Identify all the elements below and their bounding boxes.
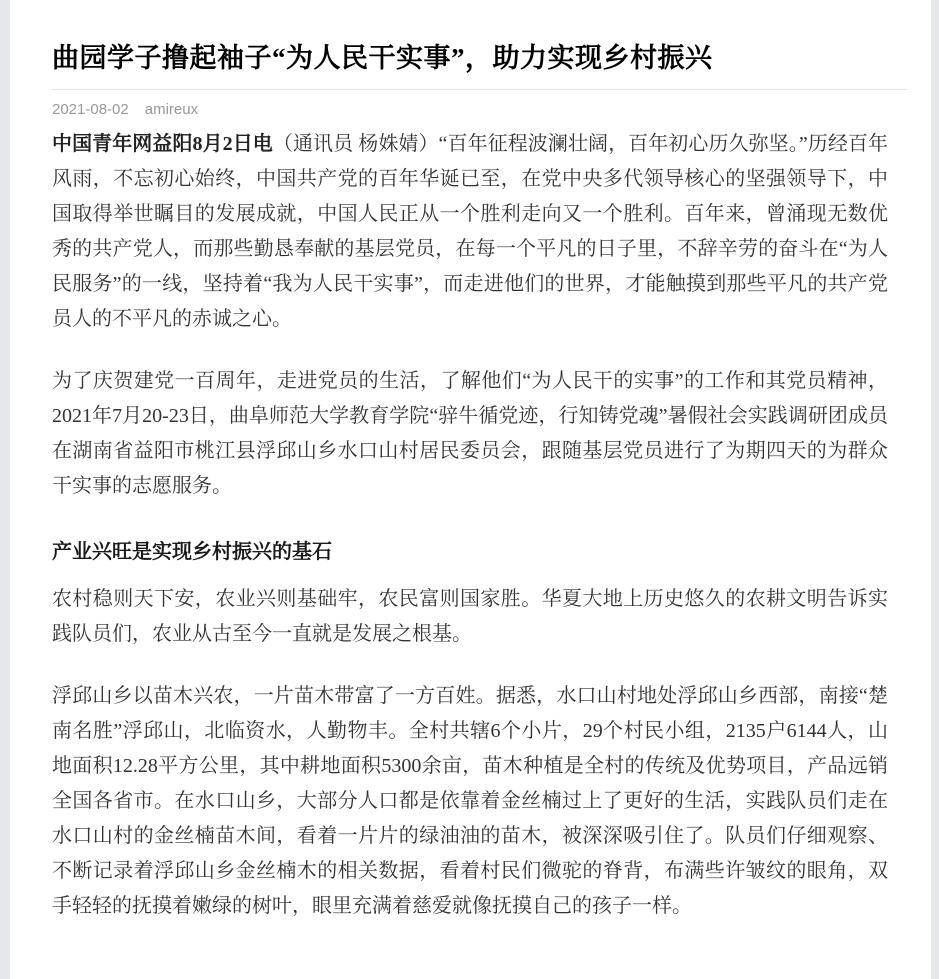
article-meta — [52, 102, 888, 117]
article-card — [10, 0, 931, 979]
paragraph-intro-text: （通讯员 杨姝婧）“百年征程波澜壮阔，百年初心历久弥坚。”历经百年风雨，不忘初心始终，中国共产党的百年华诞已至，在党中央多代领导核心的坚强领导下，中国取得举世瞩目的发展成就，中国人民正从一个胜利走向又一个胜利。百年来，曾涌现无数优秀的共产党人，而那些勤恳奉献的基层党员，在每一个平凡的日子里，不辞辛劳的奋斗在“为人民服务”的一线，坚持着“我为人民干实事”，而走进他们的世界，才能触摸到那些平凡的共产党员人的不平凡的赤诚之心。 — [52, 133, 888, 330]
section-heading-industry: 产业兴旺是实现乡村振兴的基石 — [52, 541, 332, 563]
paragraph-agriculture: 农村稳则天下安，农业兴则基础牢，农民富则国家胜。华夏大地上历史悠久的农耕文明告诉实践队员们，农业从古至今一直就是发展之根基。 — [52, 588, 888, 645]
publish-date: 2021-08-02 — [52, 101, 129, 118]
paragraph-village-detail: 浮邱山乡以苗木兴农，一片苗木带富了一方百姓。据悉，水口山村地处浮邱山乡西部，南接“楚南名胜”浮邱山，北临资水，人勤物丰。全村共辖6个小片，29个村民小组，2135户6144人，山地面积12.28平方公里，其中耕地面积5300余亩，苗木种植是全村的传统及优势项目，产品远销全国各省市。在水口山乡，大部分人口都是依靠着金丝楠过上了更好的生活，实践队员们走在水口山村的金丝楠苗木间，看着一片片的绿油油的苗木，被深深吸引住了。队员们仔细观察、不断记录着浮邱山乡金丝楠木的相关数据，看着村民们微驼的脊背，布满些许皱纹的眼角，双手轻轻的抚摸着嫩绿的树叶，眼里充满着慈爱就像抚摸自己的孩子一样。 — [52, 685, 888, 917]
article-title — [52, 40, 888, 76]
title-text-emphasis: 人民 — [313, 43, 369, 73]
paragraph-activity: 为了庆贺建党一百周年，走进党员的生活，了解他们“为人民干的实事”的工作和其党员精神，2021年7月20-23日，曲阜师范大学教育学院“骍牛循党迹，行知铸党魂”暑假社会实践调研团成员在湖南省益阳市桃江县浮邱山乡水口山村居民委员会，跟随基层党员进行了为期四天的为群众干实事的志愿服务。 — [52, 370, 888, 497]
title-text-pre: 曲园学子撸起袖子“为 — [52, 43, 314, 73]
author-name: amireux — [144, 101, 199, 118]
title-divider — [52, 89, 907, 90]
title-text-post: 干实事”，助力实现乡村振兴 — [368, 43, 713, 73]
paragraph-intro — [52, 127, 888, 337]
article-body — [52, 127, 888, 924]
dateline-lead: 中国青年网益阳8月2日电 — [52, 133, 273, 155]
